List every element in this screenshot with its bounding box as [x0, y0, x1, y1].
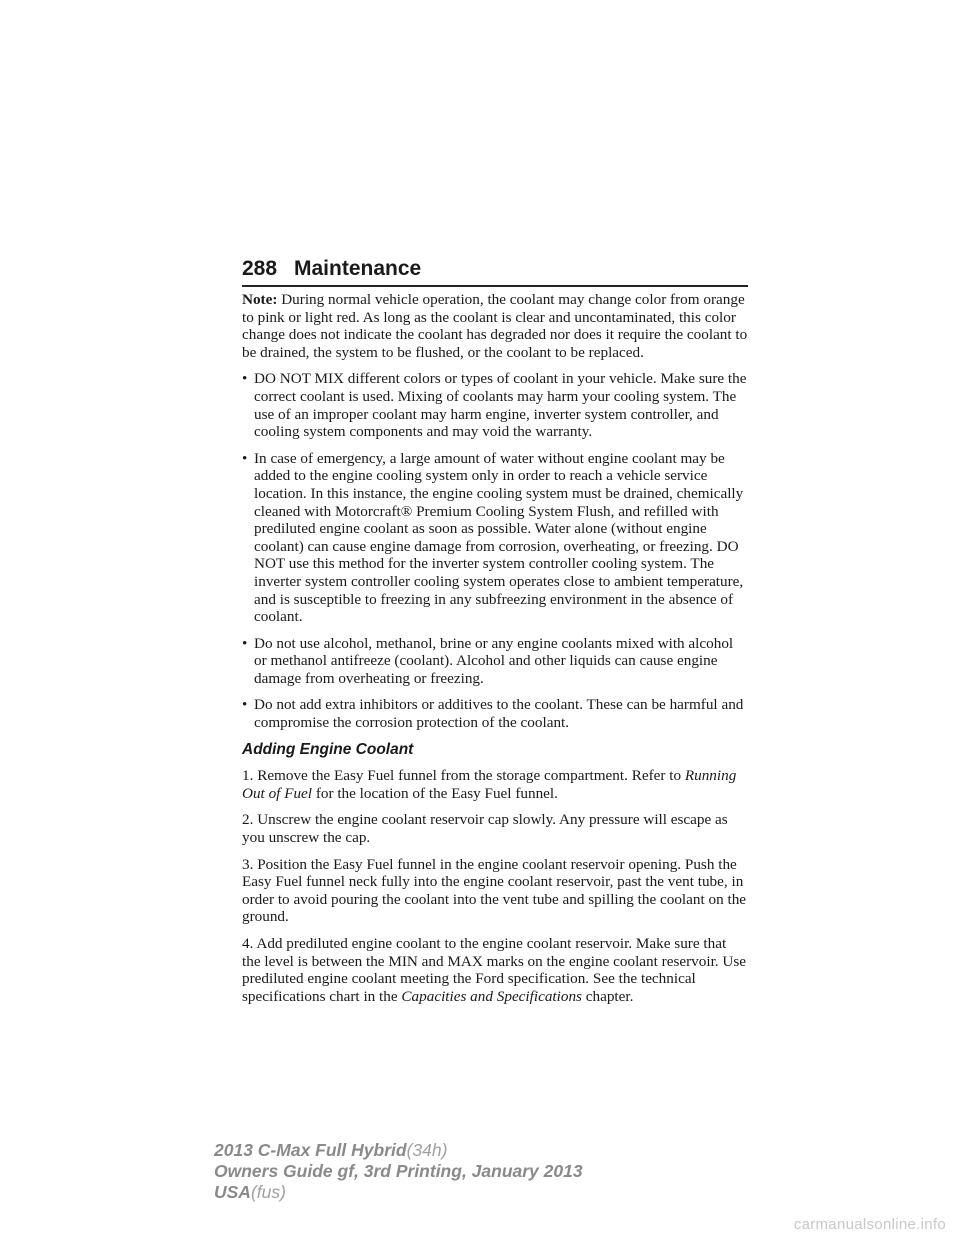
step-4-reference: Capacities and Specifications [401, 987, 582, 1005]
step-4 [242, 935, 748, 1005]
bullet-text: DO NOT MIX different colors or types of coolant in your vehicle. Make sure the correct coolant is used. Mixing of coolants may harm your cooling system. The use of an improper coolant may harm engine, inverter system controller, and cooling system components and may void the warranty. [254, 370, 747, 441]
bullet-text: Do not add extra inhibitors or additives to the coolant. These can be harmful and compromise the corrosion protection of the coolant. [254, 696, 744, 732]
bullet-item [242, 450, 748, 626]
section-heading: Adding Engine Coolant [242, 740, 414, 758]
footer-region-code: (fus) [250, 1182, 286, 1202]
document-footer [214, 1140, 583, 1203]
step-1 [242, 767, 748, 802]
bullet-item [242, 635, 748, 688]
note-text: During normal vehicle operation, the coolant may change color from orange to pink or light red. As long as the coolant is clear and uncontaminated, this color change does not indicate the coolant has degraded nor does it require the coolant to be drained, the system to be flushed, or the coolant to be replaced. [242, 291, 748, 361]
footer-line-2: Owners Guide gf, 3rd Printing, January 2013 [214, 1161, 583, 1181]
bullet-symbol: • [242, 370, 248, 388]
footer-line-1 [214, 1140, 583, 1161]
footer-model-code: (34h) [406, 1140, 448, 1160]
step-1-reference: Running Out of Fuel [242, 767, 737, 802]
bullet-symbol: • [242, 696, 248, 714]
page-number: 288 [242, 257, 278, 280]
step-3: 3. Position the Easy Fuel funnel in the engine coolant reservoir opening. Push the Easy Fuel funnel neck fully into the engine coolant reservoir, past the vent tube, in order to avoid pouring the coolant into the vent tube and spilling the coolant on the ground. [242, 855, 747, 926]
bullet-text: Do not use alcohol, methanol, brine or any engine coolants mixed with alcohol or methanol antifreeze (coolant). Alcohol and other liquids can cause engine damage from overheating or freezing. [254, 634, 734, 687]
note-label: Note: [242, 291, 278, 308]
bullet-symbol: • [242, 634, 248, 652]
bullet-item [242, 696, 748, 731]
bullet-item [242, 370, 748, 440]
footer-model: 2013 C-Max Full Hybrid [214, 1140, 407, 1160]
step-4-text: 4. Add prediluted engine coolant to the engine coolant reservoir. Make sure that the level is between the MIN and MAX marks on the engine coolant reservoir. Use prediluted engine coolant meeting the Ford specification. See the technical specifications chart in the [242, 935, 746, 1005]
section-title: Maintenance [294, 257, 422, 280]
step-1-tail: for the location of the Easy Fuel funnel. [315, 784, 558, 802]
note-paragraph [242, 291, 748, 361]
page-header [242, 257, 748, 287]
bullet-symbol: • [242, 449, 248, 467]
footer-line-3 [214, 1182, 583, 1203]
page-body [242, 291, 748, 1014]
site-watermark: carmanualsonline.info [793, 1216, 946, 1233]
step-4-tail: chapter. [585, 987, 634, 1005]
footer-region: USA [214, 1182, 251, 1202]
bullet-text: In case of emergency, a large amount of water without engine coolant may be added to the engine cooling system only in order to reach a vehicle service location. In this instance, the engine cooling system must be drained, chemically cleaned with Motorcraft® Premium Cooling System Flush, and refilled with prediluted engine coolant as soon as possible. Water alone (without engine coolant) can cause engine damage from corrosion, overheating, or freezing. DO NOT use this method for the inverter system controller cooling system. The inverter system controller cooling system operates close to ambient temperature, and is susceptible to freezing in any subfreezing environment in the absence of coolant. [254, 449, 744, 626]
step-2: 2. Unscrew the engine coolant reservoir cap slowly. Any pressure will escape as you unscrew the cap. [242, 811, 728, 847]
step-1-text: 1. Remove the Easy Fuel funnel from the storage compartment. Refer to [242, 767, 682, 785]
